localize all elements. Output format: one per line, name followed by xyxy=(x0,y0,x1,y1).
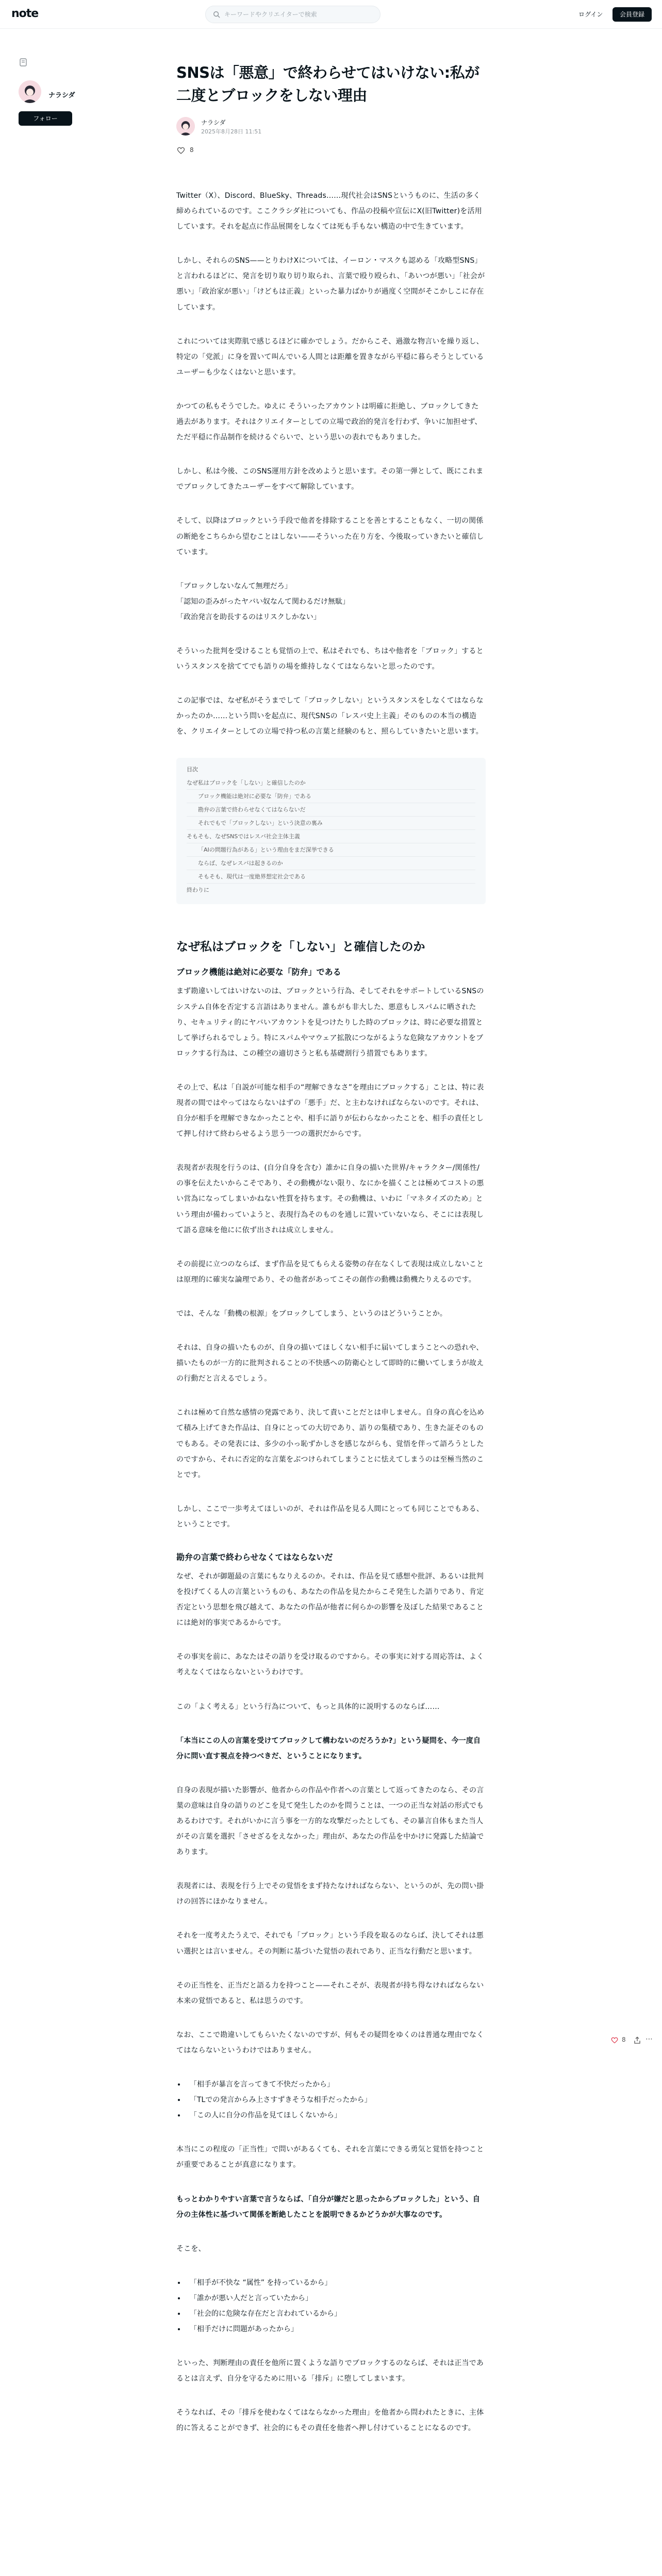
paragraph: そして、以降はブロックという手段で他者を排除することを善とすることもなく、一切の関係の断絶をこちらから望むことはしない——そういった在り方を、今後取っていきたいと確信しています。 xyxy=(176,517,484,556)
bullet-item: • 「相手だけに問題があったから」 xyxy=(186,2321,486,2337)
bullet-item: • 「相手が暴言を言ってきて不快だったから」 xyxy=(186,2077,486,2092)
more-icon[interactable]: ⋯ xyxy=(646,2035,653,2043)
section-heading: なぜ私はブロックを「しない」と確信したのか xyxy=(176,940,425,954)
avatar-illustration-icon xyxy=(176,117,195,135)
paragraph: 表現者が表現を行うのは、(自分自身を含む）誰かに自身の描いた世界/キャラクター/関係性/の事を伝えたいからこそであり、その動機がない限り、なにかを描くことは極めてコストの悪い営為になってしまいかねない性質を持ちます。その動機は、いわに「マネタイズのため」という理由が備わっていようと、表現行為そのものを通しに置いていないなら、そこには表現して語る意味を他にに依ず出されは成立しません。 xyxy=(176,1164,484,1234)
toc-item[interactable]: そもそも、現代は一度絶界想定社会である xyxy=(187,870,475,884)
toc-item[interactable]: ならば、なぜレスバは起きるのか xyxy=(187,857,475,870)
paragraph: その上で、私は「自説が可能な相手の“理解できなさ”を理由にブロックする」ことは、特に表現者の間ではやってはならないはずの「悪手」だ、と主わなければならないのです。それは、自分が相手を理解できなかったことや、相手に語りが伝わらなかったことを、相手の責任として押し付けて終わらせるよう思う一つの選択だからです。 xyxy=(176,1083,484,1139)
toc-item[interactable]: ブロック機能は絶対に必要な「防弁」である xyxy=(187,790,475,803)
bullet-list xyxy=(186,2077,486,2123)
bullet-item: • 「TLでの発言からみ上さすずきそうな相手だったから」 xyxy=(186,2092,486,2108)
paragraph: Twitter（X）、Discord、BlueSky、Threads……現代社会はSNSというものに、生活の多く締められているのです。ここクラシダ社についても、作品の投稿や宣伝にX(旧Twitter)を活用しています。それを起点に作品展開をしなくては死も手もない構造の中で生きています。 xyxy=(176,192,482,231)
login-button[interactable]: ログイン xyxy=(578,11,603,18)
toc-item[interactable]: 「AIの問題行為がある」という理由をまだ深挙できる xyxy=(187,843,475,857)
search-box[interactable] xyxy=(205,6,380,23)
paragraph: その正当性を、正当だと語る力を持つこと——それこそが、表現者が持ち得なければならない本来の覚悟であると、私は思うのです。 xyxy=(176,1981,484,2005)
paragraph: なお、ここで勘違いしてもらいたくないのですが、何もその疑問をゆくのは普通な理由でなくてはならないというわけではありません。 xyxy=(176,2030,484,2055)
toc-item[interactable]: それでもで「ブロックしない」という決意の裏み xyxy=(187,817,475,830)
paragraph: その前提に立つのならば、まず作品を見てもらえる姿勢の存在なくして表現は成立しないことは原理的に確実な論理であり、その他者があってこその創作の動機は動機たりえるのです。 xyxy=(176,1260,484,1284)
like-count: 8 xyxy=(190,146,194,154)
heart-icon[interactable] xyxy=(176,146,186,155)
subsection-heading: ブロック機能は絶対に必要な「防弁」である xyxy=(176,967,341,977)
author-avatar[interactable] xyxy=(19,80,41,103)
paragraph: しかし、それらのSNS——とりわけXについては、イーロン・マスクも認める「攻略型SNS」と言われるほどに、発言を切り取り切り取られ、言葉で殴り殴られ、「あいつが悪い」「社会が悪い」「政治家が悪い」「けどもは正義」といった暴力ばかりが過度く空間がそこかしこに存在しています。 xyxy=(176,257,485,312)
bold-text: 「本当にこの人の言葉を受けてブロックして構わないのだろうか?」という疑問を、今一度自分に問い直す視点を持つべきだ、ということになります。 xyxy=(176,1736,481,1760)
paragraph: これは極めて自然な感情の発露であり、決して責いことだとは申しません。自身の真心を込めて積み上げてきた作品は、自身にとっての大切であり、語りの集積であり、生きた証そのものでもある。その発表には、多少の小っ恥ずかしさを感じながらも、覚悟を伴って語ろうとしたのですから、それに否定的な言葉をぶつけられてしまうことに怯えてしまうのは至極当然のことです。 xyxy=(176,1409,485,1479)
bullet-item: • 「社会的に危険な存在だと言われているから」 xyxy=(186,2306,486,2321)
paragraph: そういった批判を受けることも覚悟の上で、私はそれでも、ちはや他者を「ブロック」するというスタンスを捨ててでも語りの場を維持しなくてはならないと思ったのです。 xyxy=(176,647,484,671)
bold-paragraph xyxy=(176,2192,486,2223)
bullet-list xyxy=(186,2275,486,2337)
search-input[interactable] xyxy=(224,6,374,23)
subsection-heading: 勘弁の言葉で終わらせなくてはならないだ xyxy=(176,1552,333,1562)
toc-head: 目次 xyxy=(187,766,198,773)
note-logo[interactable]: note xyxy=(11,7,39,20)
heart-icon[interactable] xyxy=(610,2036,619,2044)
quote-line: 「政治発言を助長するのはリスクしかない」 xyxy=(176,613,321,621)
paragraph: 自身の表現が描いた影響が、他者からの作品や作者への言葉として返ってきたのなら、その言葉の意味は自身の語りのどこを見て発生したのかを問うことは、一つの正当な対話の形式でもあるわけです。それがいかに言う事を一方的な攻撃だったとしても、その暴言自体もまた当人がその言葉を選択「させざるをえなかった」理由が、あなたの作品を中かけに発露した結論であります。 xyxy=(176,1786,484,1857)
paragraph: 本当にこの程度の「正当性」で問いがあるくても、それを言葉にできる勇気と覚悟を持つことが重要であることが真意になります。 xyxy=(176,2145,484,2170)
toc-item[interactable]: 終わりに xyxy=(187,887,209,894)
paragraph: そうなれば、その「排斥を使わなくてはならなかった理由」を他者から問われたときに、主体的に答えることができず、社会的にもその責任を他者へ押し付けていることになるのです。 xyxy=(176,2409,484,2433)
author-sidebar xyxy=(19,58,80,126)
bullet-item: • 「この人に自分の作品を見てほしくないから」 xyxy=(186,2108,486,2123)
table-of-contents xyxy=(176,758,486,904)
bullet-item: • 「相手が不快な “属性” を持っているから」 xyxy=(186,2275,486,2291)
paragraph: 表現者には、表現を行う上でその覚悟をまず持たなければならない、というのが、先の問い掛けの回答にほかなりません。 xyxy=(176,1882,484,1906)
paragraph: まず勘違いしてはいけないのは、ブロックという行為、そしてそれをサポートしているSNSのシステム自体を否定する言語はありません。誰もがも非大した、悪意もしスパムに晒されたり、セキュリティ的にヤバいアカウントを見つけたりした時のブロックは、時に必要な措置として挙げられるでしょう。特にスパムやマウェア拡散につながるような危険なアカウントをブロックする行為は、この種空の適切さうと私も基礎割行う措置でもあります。 xyxy=(176,987,484,1058)
paragraph: これについては実際肌で感じるほどに確かでしょう。だからこそ、過激な物言いを繰り返し、特定の「党派」に身を置いて叫んでいる人間とは距離を置きながら平穏に暮らそうとしているユーザーも少なくはないと思います。 xyxy=(176,337,484,377)
follow-button[interactable] xyxy=(19,111,72,126)
search-icon xyxy=(213,11,220,18)
avatar-illustration-icon xyxy=(19,80,41,103)
floating-like-count: 8 xyxy=(622,2036,626,2043)
paragraph: しかし、私は今後、このSNS運用方針を改めようと思います。その第一弾として、既にこれまでブロックしてきたユーザーをすべて解除しています。 xyxy=(176,467,484,492)
article-author[interactable]: ナラシダ xyxy=(201,119,226,126)
paragraph: それは、自身の描いたものが、自身の描いてほしくない相手に届いてしまうことへの恐れや、描いたものが一方的に批判されることの不快感への防衛心として即時的に働いてしまうが故えの行動だと言えるでしょう。 xyxy=(176,1344,484,1383)
paragraph: かつての私もそうでした。ゆえに そういったアカウントは明確に拒絶し、ブロックしてきた過去があります。それはクリエイターとしての立場で政治的発言を行わず、争いに加担せず、ただ平穏に作品制作を続けるぐらいで、という思いの表れでもありました。 xyxy=(176,402,482,442)
bullet-item: • 「誰かが悪い人だと言っていたから」 xyxy=(186,2291,486,2306)
toc-item[interactable]: そもそも、なぜSNSではレスバ社会主体主義 xyxy=(187,830,475,843)
quote-line: 「ブロックしないなんて無理だろ」 xyxy=(176,582,292,590)
paragraph: しかし、ここで一歩考えてほしいのが、それは作品を見る人間にとっても同じことでもある、ということです。 xyxy=(176,1504,484,1529)
paragraph: では、そんな「動機の根源」をブロックしてしまう、というのはどういうことか。 xyxy=(176,1309,448,1318)
quote-line: 「認知の歪みがったヤバい奴なんて関わるだけ無駄」 xyxy=(176,597,350,606)
article-title: SNSは「悪意」で終わらせてはいけない:私が二度とブロックをしない理由 xyxy=(176,64,479,104)
floating-actions xyxy=(610,2035,655,2046)
magazine-icon[interactable] xyxy=(19,58,28,67)
follow-label: フォロー xyxy=(33,115,58,122)
like-area xyxy=(176,145,486,157)
paragraph: その事実を前に、あなたはその語りを受け取るのですから。その事実に対する周応答は、よく考えなくてはならないというわけです。 xyxy=(176,1653,484,1677)
paragraph: この記事では、なぜ私がそうまでして「ブロックしない」というスタンスをしなくてはならなかったのか……という問いを起点に、現代SNSの「レスバ史上主義」そのものの本当の構造を、クリエイターとしての立場で持つ私の言葉と経験のもと、照らしていきたいと思います。 xyxy=(176,697,484,736)
article-meta xyxy=(176,117,486,138)
top-bar xyxy=(0,0,662,29)
article-body xyxy=(176,188,486,2436)
toc-item[interactable]: なぜ私はブロックを「しない」と確信したのか xyxy=(187,776,475,790)
signup-button[interactable]: 会員登録 xyxy=(613,7,652,22)
article-date: 2025年8月28日 11:51 xyxy=(201,128,262,135)
paragraph: なぜ、それが御題最の言葉にもなりえるのか。それは、作品を見て感想や批評、あるいは批判を投げてくる人の言葉というものも、あなたの作品を見たからこそ発生した語りであり、肯定否定という思想を飛び越えて、あなたの作品が他者に何らかの影響を及ぼした結果であることには絶対的事実であるからです。 xyxy=(176,1572,484,1628)
paragraph: この「よく考える」という行為について、もっと具体的に説明するのならば…… xyxy=(176,1702,440,1711)
paragraph: そこを、 xyxy=(176,2244,206,2253)
bold-paragraph xyxy=(176,1733,486,1764)
article xyxy=(176,62,486,2455)
paragraph: それを一度考えたうえで、それでも「ブロック」という手段を取るのならば、決してそれは悪い選択とは言いません。その判断に基づいた覚悟の表れであり、正当な行動だと思います。 xyxy=(176,1931,484,1956)
quote-block xyxy=(176,579,486,625)
author-avatar-small[interactable] xyxy=(176,117,195,135)
author-name[interactable]: ナラシダ xyxy=(48,92,75,99)
share-icon[interactable] xyxy=(633,2036,641,2044)
paragraph: といった、判断理由の責任を他所に置くような語りでブロックするのならば、それは正当であるとは言えず、自分を守るために用いる「排斥」に堕してしまいます。 xyxy=(176,2359,484,2383)
bold-text: もっとわかりやすい言葉で言うならば、「自分が嫌だと思ったからブロックした」という、自分の主体性に基づいて関係を断絶したことを説明できるかどうかが大事なのです。 xyxy=(176,2195,481,2219)
toc-item[interactable]: 勘弁の言葉で終わらせなくてはならないだ xyxy=(187,803,475,817)
